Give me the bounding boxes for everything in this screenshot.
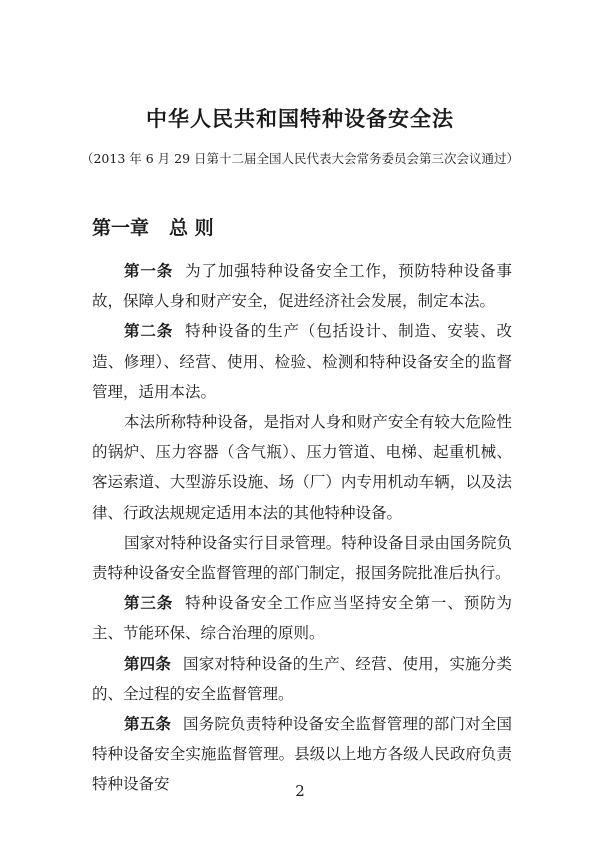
article-label: 第二条	[124, 322, 174, 341]
paragraph-text: 为了加强特种设备安全工作，预防特种设备事故，保障人身和财产安全，促进经济社会发展，制定本法。	[92, 262, 512, 311]
paragraph-text: 特种设备的生产（包括设计、制造、安装、改造、修理）、经营、使用、检验、检测和特种设备安全的监督管理，适用本法。	[92, 322, 512, 401]
document-body	[92, 256, 512, 800]
paragraph	[92, 588, 512, 648]
article-label: 第五条	[124, 715, 172, 734]
paragraph-text: 国家对特种设备实行目录管理。特种设备目录由国务院负责特种设备安全监督管理的部门制定，报国务院批准后执行。	[92, 533, 512, 583]
page-number: 2	[295, 782, 305, 800]
chapter-name: 总 则	[169, 217, 214, 239]
paragraph-text: 国务院负责特种设备安全监督管理的部门对全国特种设备安全实施监督管理。县级以上地方各级人民政府负责特种设备安	[92, 715, 512, 794]
paragraph	[92, 649, 512, 709]
chapter-heading	[92, 213, 214, 240]
article-label: 第四条	[124, 654, 172, 673]
paragraph	[92, 528, 512, 588]
paragraph	[92, 407, 512, 528]
document-subtitle: （2013 年 6 月 29 日第十二届全国人民代表大会常务委员会第三次会议通过）	[80, 151, 520, 166]
paragraph	[92, 256, 512, 316]
article-label: 第一条	[124, 262, 174, 280]
article-label: 第三条	[124, 594, 174, 613]
chapter-number: 第一章	[92, 217, 150, 239]
paragraph	[92, 316, 512, 407]
paragraph-text: 国家对特种设备的生产、经营、使用，实施分类的、全过程的安全监督管理。	[92, 654, 512, 703]
paragraph-text: 本法所称特种设备，是指对人身和财产安全有较大危险性的锅炉、压力容器（含气瓶）、压力管道、电梯、起重机械、客运索道、大型游乐设施、场（厂）内专用机动车辆，以及法律、行政法规规定适用本法的其他特种设备。	[92, 413, 512, 522]
paragraph-text: 特种设备安全工作应当坚持安全第一、预防为主、节能环保、综合治理的原则。	[92, 594, 512, 643]
document-title: 中华人民共和国特种设备安全法	[146, 107, 454, 131]
